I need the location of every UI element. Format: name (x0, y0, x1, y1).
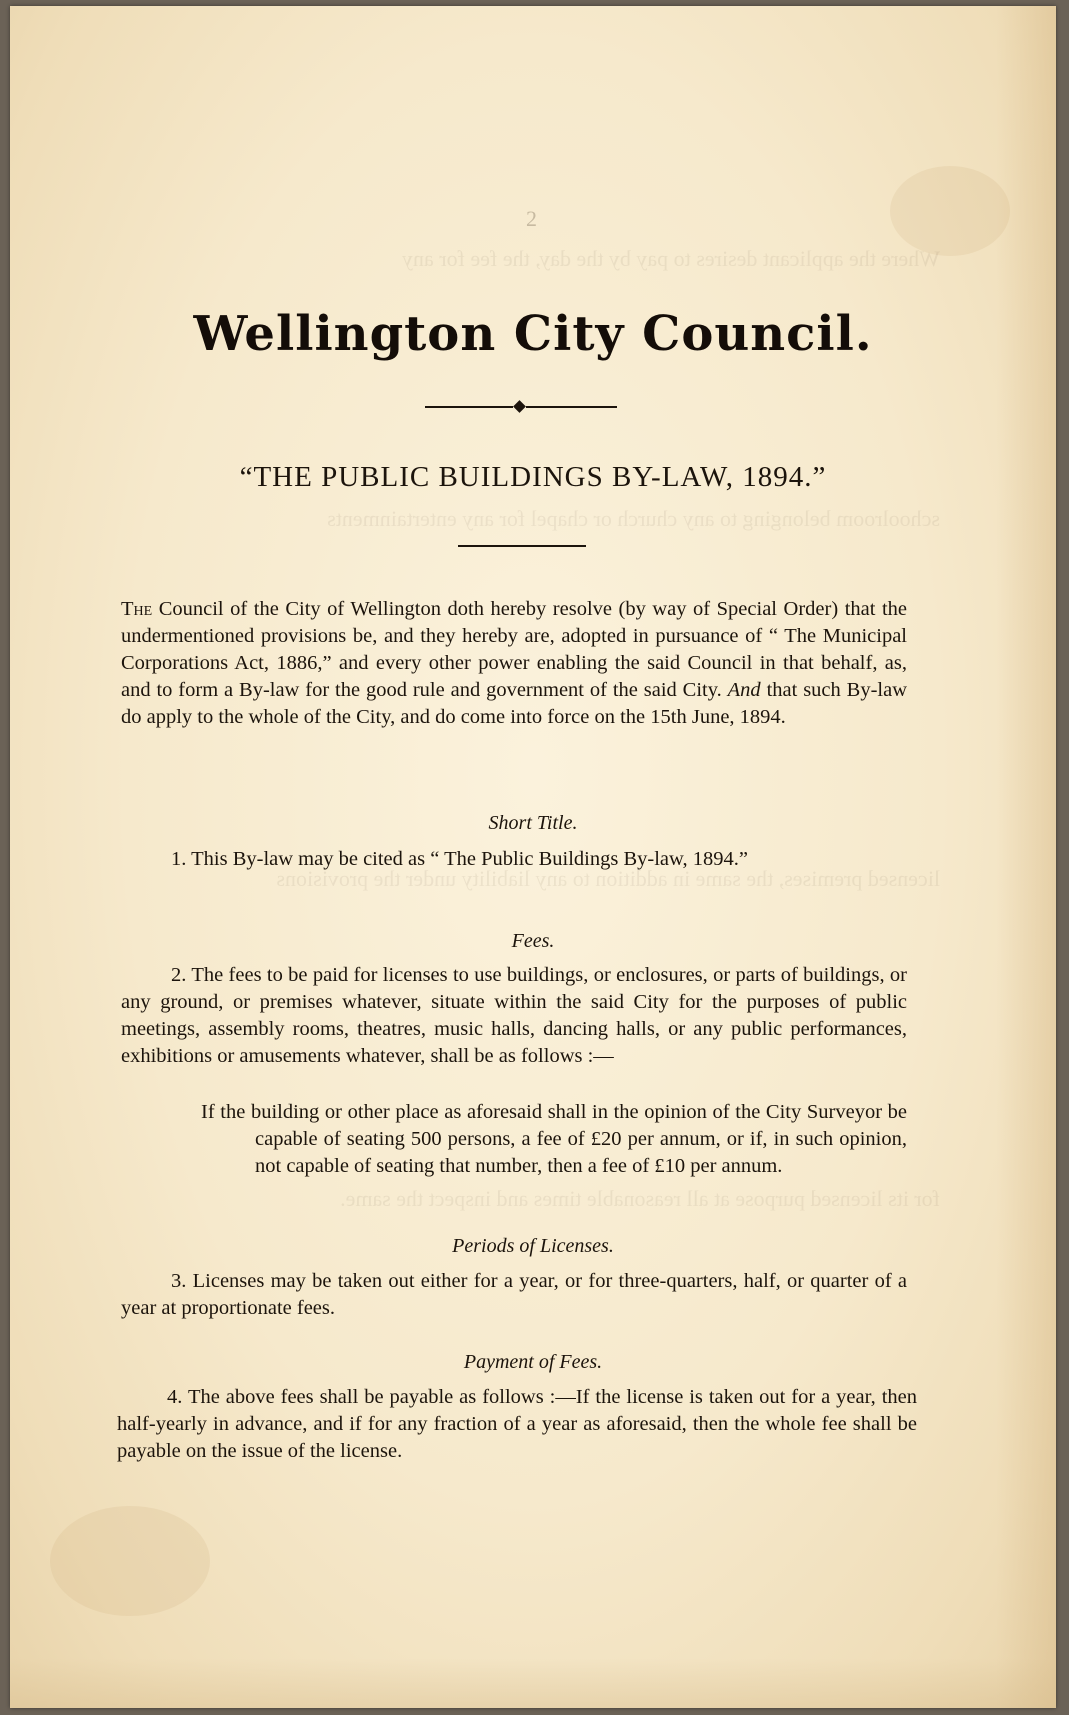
title-rule (458, 545, 586, 547)
bylaw-title: “THE PUBLIC BUILDINGS BY-LAW, 1894.” (239, 461, 827, 493)
section-heading-periods: Periods of Licenses. (452, 1235, 614, 1257)
show-through-text: Where the applicant desires to pay by the day, the fee for any (402, 246, 940, 271)
document-page (10, 6, 1056, 1708)
paper-bottom-shading (10, 1658, 1056, 1708)
section-heading-fees: Fees. (511, 930, 555, 952)
title-ornament (425, 401, 617, 413)
section-1-text: 1. This By-law may be cited as “ The Public Buildings By-law, 1894.” (171, 848, 748, 870)
show-through-text: schoolroom belonging to any church or chapel for any entertainments (327, 506, 940, 531)
intro-paragraph (121, 596, 907, 731)
section-2-sub-text: If the building or other place as aforesaid shall in the opinion of the City Surveyor be capable of seating 500 persons, a fee of £20 per annum, or if, in such opinion, not capable of seating that number, then a fee of £10 per annum. (201, 1101, 907, 1177)
council-title: Wellington City Council. (193, 306, 873, 362)
section-3-text: 3. Licenses may be taken out either for a year, or for three-quarters, half, or quarter of a year at proportionate fees. (121, 1270, 907, 1319)
intro-text-end: that such By-law do apply to the whole of the City, and do come into force on the 15th June, 1894. (121, 679, 907, 728)
paper-edge-shading (996, 6, 1056, 1708)
show-through-text: licensed premises, the same in addition to any liability under the provisions (276, 866, 940, 891)
section-heading-short-title: Short Title. (488, 812, 578, 834)
section-2-subparagraph (201, 1099, 907, 1180)
section-heading-payment: Payment of Fees. (463, 1351, 603, 1373)
intro-and-word: And (727, 679, 761, 701)
paper-stain (890, 166, 1010, 256)
intro-lead-word: The (121, 598, 153, 620)
section-4-text: 4. The above fees shall be payable as follows :—If the license is taken out for a year, then half-yearly in advance, and if for any fraction of a year as aforesaid, then the whole fee shall be payable on the issue of the license. (117, 1386, 917, 1462)
section-2-text: 2. The fees to be paid for licenses to use buildings, or enclosures, or parts of buildings, or any ground, or premises whatever, situate within the said City for the purposes of public meetings, assembly rooms, theatres, music halls, dancing halls, or any public performances, exhibitions or amusements whatever, shall be as follows :— (121, 964, 907, 1067)
show-through-text: for its licensed purpose at all reasonable times and inspect the same. (340, 1186, 940, 1211)
paper-stain (50, 1506, 210, 1616)
intro-text: Council of the City of Wellington doth hereby resolve (by way of Special Order) that the undermentioned provisions be, and they hereby are, adopted in pursuance of “ The Municipal Corporations Act, 1886,” and every other power enabling the said Council in that behalf, as, and to form a By-law for the good rule and government of the said City. (121, 598, 907, 701)
page-number: 2 (526, 206, 537, 231)
